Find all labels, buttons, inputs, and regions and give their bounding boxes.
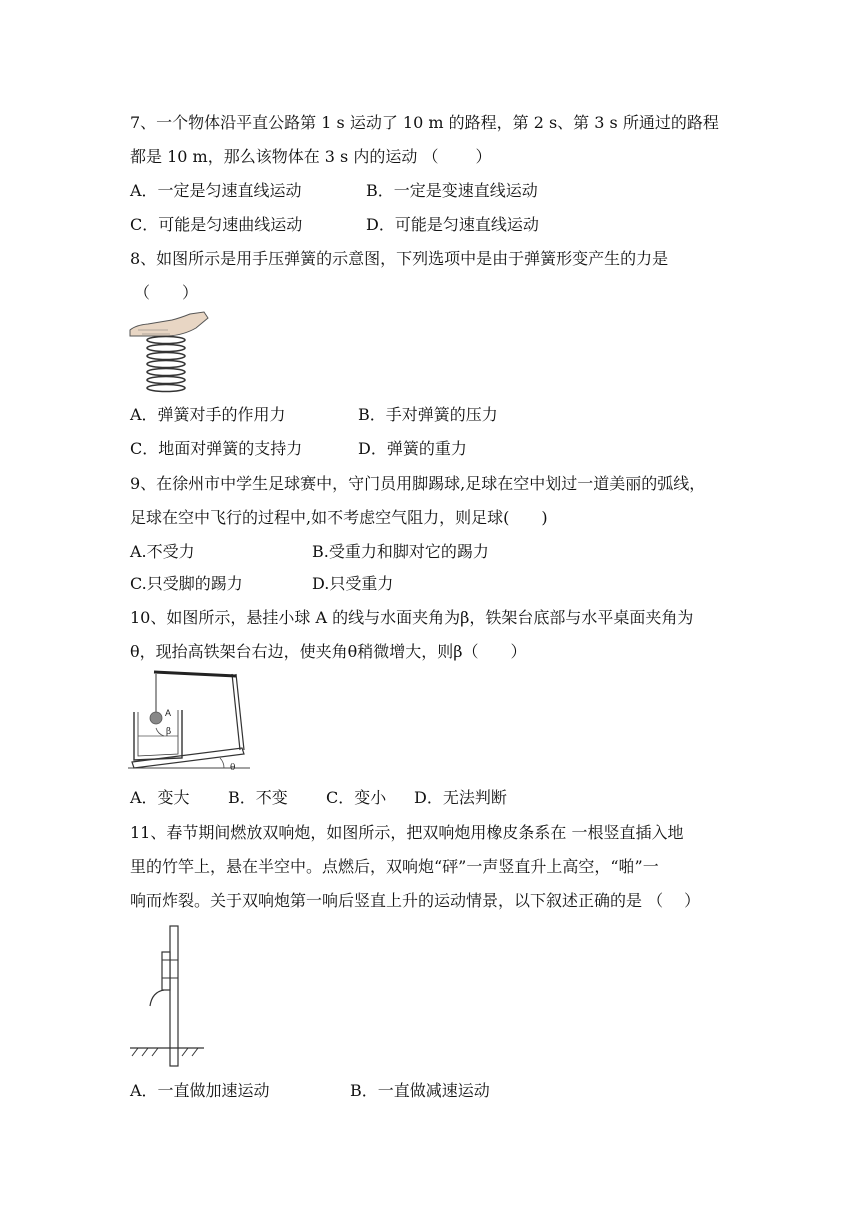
q11-stem-line2: 里的竹竿上，悬在半空中。点燃后，双响炮“砰”一声竖直升上高空，“啪”一 <box>130 857 659 876</box>
q10-option-b: B．不变 <box>228 788 288 807</box>
figure-label-beta: β <box>166 727 172 737</box>
q10-stem-line2: θ，现抬高铁架台右边，使夹角θ稍微增大，则β（ ） <box>130 642 527 661</box>
q11-option-a: A．一直做加速运动 <box>130 1081 270 1100</box>
q8-option-c: C．地面对弹簧的支持力 <box>130 439 303 458</box>
q9-stem-line2: 足球在空中飞行的过程中,如不考虑空气阻力，则足球( ) <box>130 508 548 527</box>
q8-option-d: D．弹簧的重力 <box>358 439 467 458</box>
q7-option-d: D．可能是匀速直线运动 <box>366 215 539 234</box>
q8-stem-line2: （ ） <box>134 283 199 302</box>
q9-option-a: A.不受力 <box>130 542 195 561</box>
q10-option-c: C．变小 <box>326 788 387 807</box>
q7-option-c: C．可能是匀速曲线运动 <box>130 215 303 234</box>
q11-stem-line3: 响而炸裂。关于双响炮第一响后竖直上升的运动情景，以下叙述正确的是 （ ） <box>130 891 701 910</box>
q10-stem-line1: 10、如图所示，悬挂小球 A 的线与水面夹角为β，铁架台底部与水平桌面夹角为 <box>130 608 694 627</box>
q9-stem-line1: 9、在徐州市中学生足球赛中，守门员用脚踢球,足球在空中划过一道美丽的弧线， <box>130 474 706 493</box>
q7-stem-line2: 都是 10 m，那么该物体在 3 s 内的运动 （ ） <box>130 147 492 166</box>
q10-option-d: D．无法判断 <box>414 788 507 807</box>
figure-label-theta: θ <box>230 763 236 773</box>
q7-stem-line1: 7、一个物体沿平直公路第 1 s 运动了 10 m 的路程，第 2 s、第 3 s 所通过的路程 <box>130 113 719 132</box>
hand-spring-figure <box>128 308 210 396</box>
q11-stem-line1: 11、春节期间燃放双响炮，如图所示，把双响炮用橡皮条系在 一根竖直插入地 <box>130 823 684 842</box>
figure-label-a: A <box>165 708 172 718</box>
q8-stem-line1: 8、如图所示是用手压弹簧的示意图，下列选项中是由于弹簧形变产生的力是 <box>130 249 669 268</box>
q9-option-b: B.受重力和脚对它的踢力 <box>312 542 489 561</box>
q8-option-b: B．手对弹簧的压力 <box>358 405 498 424</box>
q7-option-a: A．一定是匀速直线运动 <box>130 181 302 200</box>
q9-option-c: C.只受脚的踢力 <box>130 574 243 593</box>
q11-option-b: B．一直做减速运动 <box>350 1081 490 1100</box>
q10-option-a: A．变大 <box>130 788 190 807</box>
firecracker-pole-figure <box>128 922 218 1068</box>
q7-option-b: B．一定是变速直线运动 <box>366 181 538 200</box>
iron-stand-figure <box>128 666 250 776</box>
q9-option-d: D.只受重力 <box>312 574 394 593</box>
q8-option-a: A．弹簧对手的作用力 <box>130 405 286 424</box>
